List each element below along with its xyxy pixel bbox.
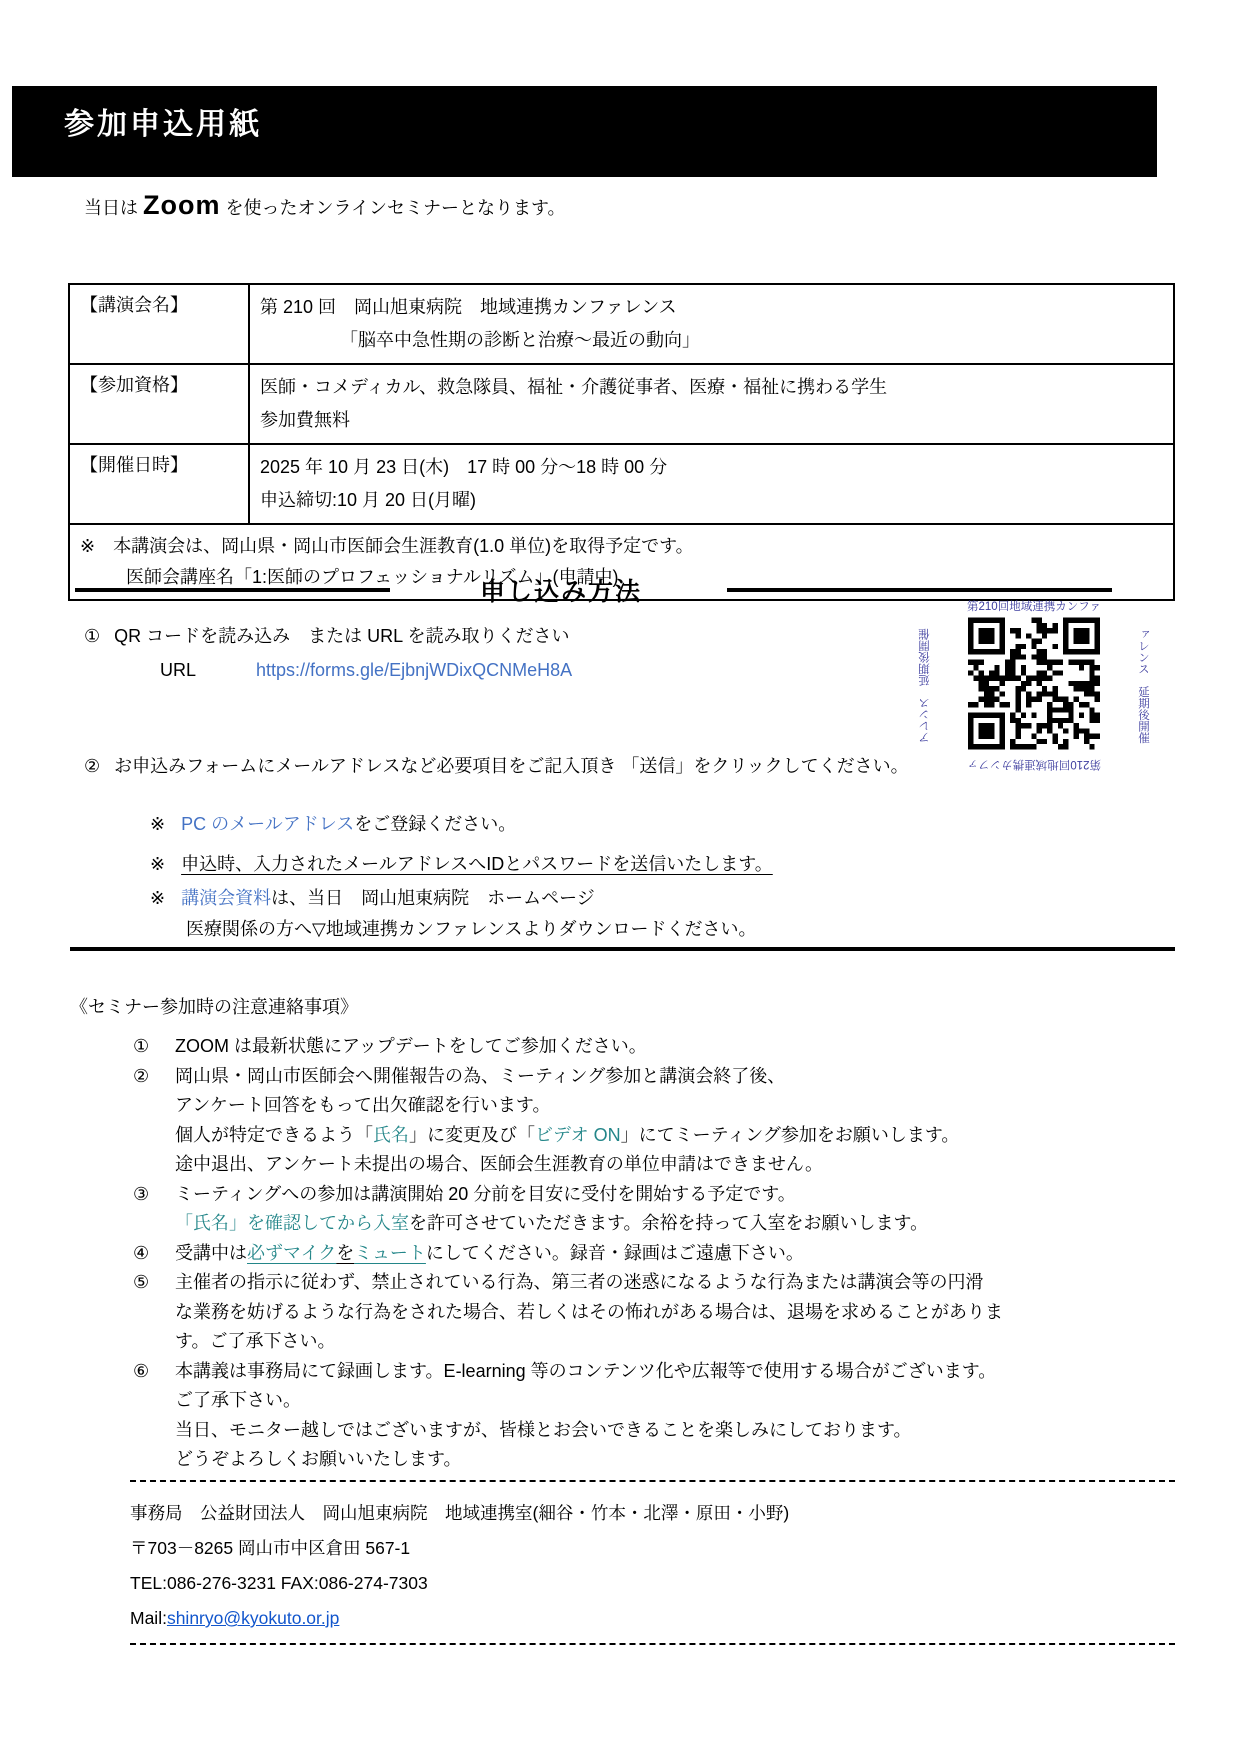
qr-caption-bottom: 第210回地域連携カンファ [967,758,1101,770]
heading-rule-right [727,588,1112,592]
apply-note-2 [150,850,773,876]
apply-step-1 [84,622,569,648]
item2-line1: 岡山県・岡山市医師会へ開催報告の為、ミーティング参加と講演会終了後、 [175,1065,786,1086]
datetime-line2: 申込締切:10 月 20 日(月曜) [260,490,477,510]
item6-line1: 本講義は事務局にて録画します。E-learning 等のコンテンツ化や広報等で使用する場合がございます。 [175,1360,997,1381]
intro-line [84,190,566,221]
url-label: URL [160,660,197,680]
step2-text: お申込みフォームにメールアドレスなど必要項目をご記入頂き 「送信」をクリックしてください。 [114,756,909,776]
qr-caption-left: アレンス 延期後開催 [919,628,931,743]
qr-caption-right: ァレンス 延期後開催 [1137,628,1149,743]
qr-block [903,598,1165,773]
note1-text: PC のメールアドレスをご登録ください。 [181,814,517,834]
item2-line2: アンケート回答をもって出欠確認を行います。 [175,1095,551,1115]
item6-number: ⑥ [133,1360,150,1381]
item3-number: ③ [133,1183,150,1204]
apply-step-2 [84,752,909,778]
eligibility-line2: 参加費無料 [260,410,350,430]
datetime-line1: 2025 年 10 月 23 日(木) 17 時 00 分～18 時 00 分 [260,457,668,477]
footer-contact [130,1496,789,1636]
note3-text: 講演会資料は、当日 岡山旭東病院 ホームページ [181,888,595,908]
item5-number: ⑤ [133,1272,150,1292]
note2-text: 申込時、入力されたメールアドレスへIDとパスワードを送信いたします。 [181,854,773,874]
item4-line1: 受講中は必ずマイクをミュートにしてください。録音・録画はご遠慮下さい。 [175,1242,804,1263]
item2-number: ② [133,1065,150,1086]
dashed-divider-bottom [130,1643,1175,1645]
list-item [133,1062,1178,1180]
apply-note-3-line2: 医療関係の方へ▽地域連携カンファレンスよりダウンロードください。 [186,919,757,939]
footer-tel-fax-line: TEL:086-276-3231 FAX:086-274-7303 [130,1573,428,1593]
footer-address-line: 〒703－8265 岡山市中区倉田 567-1 [130,1538,411,1558]
item5-line3: す。ご了承下さい。 [175,1331,336,1351]
item3-line1: ミーティングへの参加は講演開始 20 分前を目安に受付を開始する予定です。 [175,1183,796,1204]
notes-list [133,1032,1178,1475]
list-item [133,1268,1178,1357]
event-info-table [68,283,1175,601]
page-title: 参加申込用紙 [64,108,262,141]
eligibility-line1: 医師・コメディカル、救急隊員、福祉・介護従事者、医療・福祉に携わる学生 [260,377,888,397]
item3-line2: 「氏名」を確認してから入室を許可させていただきます。余裕を持って入室をお願いします。 [175,1213,929,1233]
intro-prefix: 当日は [84,198,144,218]
qr-code [968,617,1100,754]
apply-heading-title: 申し込み方法 [480,578,643,606]
row-label-lecture-name: 【講演会名】 [69,284,249,364]
notes-heading: 《セミナー参加時の注意連絡事項》 [70,997,358,1017]
header-bar [12,86,1157,177]
item2-line3: 個人が特定できるよう「氏名」に変更及び「ビデオ ON」にてミーティング参加をお願いします。 [175,1124,960,1145]
row-label-datetime: 【開催日時】 [69,444,249,524]
qr-caption-top: 第210回地域連携カンファ [967,601,1101,613]
item1-line1: ZOOM は最新状態にアップデートをしてご参加ください。 [175,1036,647,1056]
item2-line4: 途中退出、アンケート未提出の場合、医師会生涯教育の単位申請はできません。 [175,1154,823,1174]
footer-office-line: 事務局 公益財団法人 岡山旭東病院 地域連携室(細谷・竹本・北澤・原田・小野) [130,1503,790,1523]
list-item [133,1239,1178,1269]
application-form-link[interactable]: https://forms.gle/EjbnjWDixQCNMeH8A [256,660,573,680]
mail-link[interactable]: shinryo@kyokuto.or.jp [166,1608,340,1628]
table-row [69,284,1174,364]
table-row [69,364,1174,444]
note2-mark: ※ [150,854,166,874]
section-divider [70,947,1175,951]
step1-number: ① [84,626,101,646]
item5-line1: 主催者の指示に従わず、禁止されている行為、第三者の迷惑になるような行為または講演会等の円滑 [175,1272,984,1292]
table-row [69,444,1174,524]
lecture-name-line2: 「脳卒中急性期の診断と治療～最近の動向」 [340,330,700,350]
item1-number: ① [133,1036,150,1056]
heading-rule-left [75,588,390,592]
table-note-line1: ※ 本講演会は、岡山県・岡山市医師会生涯教育(1.0 単位)を取得予定です。 [80,536,694,556]
url-line [160,660,572,681]
item6-line2: ご了承下さい。 [175,1390,301,1410]
row-value-lecture-name [249,284,1174,364]
dashed-divider-top [130,1480,1175,1482]
row-value-eligibility [249,364,1174,444]
row-value-datetime [249,444,1174,524]
mail-label: Mail: [130,1608,167,1628]
note1-mark: ※ [150,814,166,834]
item5-line2: な業務を妨げるような行為をされた場合、若しくはその怖れがある場合は、退場を求めることがありま [175,1301,1003,1322]
zoom-brand-word: Zoom [143,190,221,220]
apply-note-1 [150,810,516,836]
item4-number: ④ [133,1242,150,1263]
row-label-eligibility: 【参加資格】 [69,364,249,444]
list-item [133,1180,1178,1239]
item6-line3: 当日、モニター越しではございますが、皆様とお会いできることを楽しみにしております。 [175,1419,912,1440]
note3-mark: ※ [150,888,166,908]
list-item [133,1032,1178,1062]
intro-suffix: を使ったオンラインセミナーとなります。 [220,198,566,218]
step1-text: QR コードを読み込み または URL を読み取りください [114,626,570,646]
lecture-name-line1: 第 210 回 岡山旭東病院 地域連携カンファレンス [260,297,677,317]
item6-line4: どうぞよろしくお願いいたします。 [175,1449,462,1469]
apply-note-3 [150,884,595,910]
table-note-line2: 医師会講座名「1:医師のプロフェッショナルリズム」(申請中) [126,567,619,587]
step2-number: ② [84,756,101,776]
list-item [133,1357,1178,1475]
footer-mail-line [130,1601,789,1636]
